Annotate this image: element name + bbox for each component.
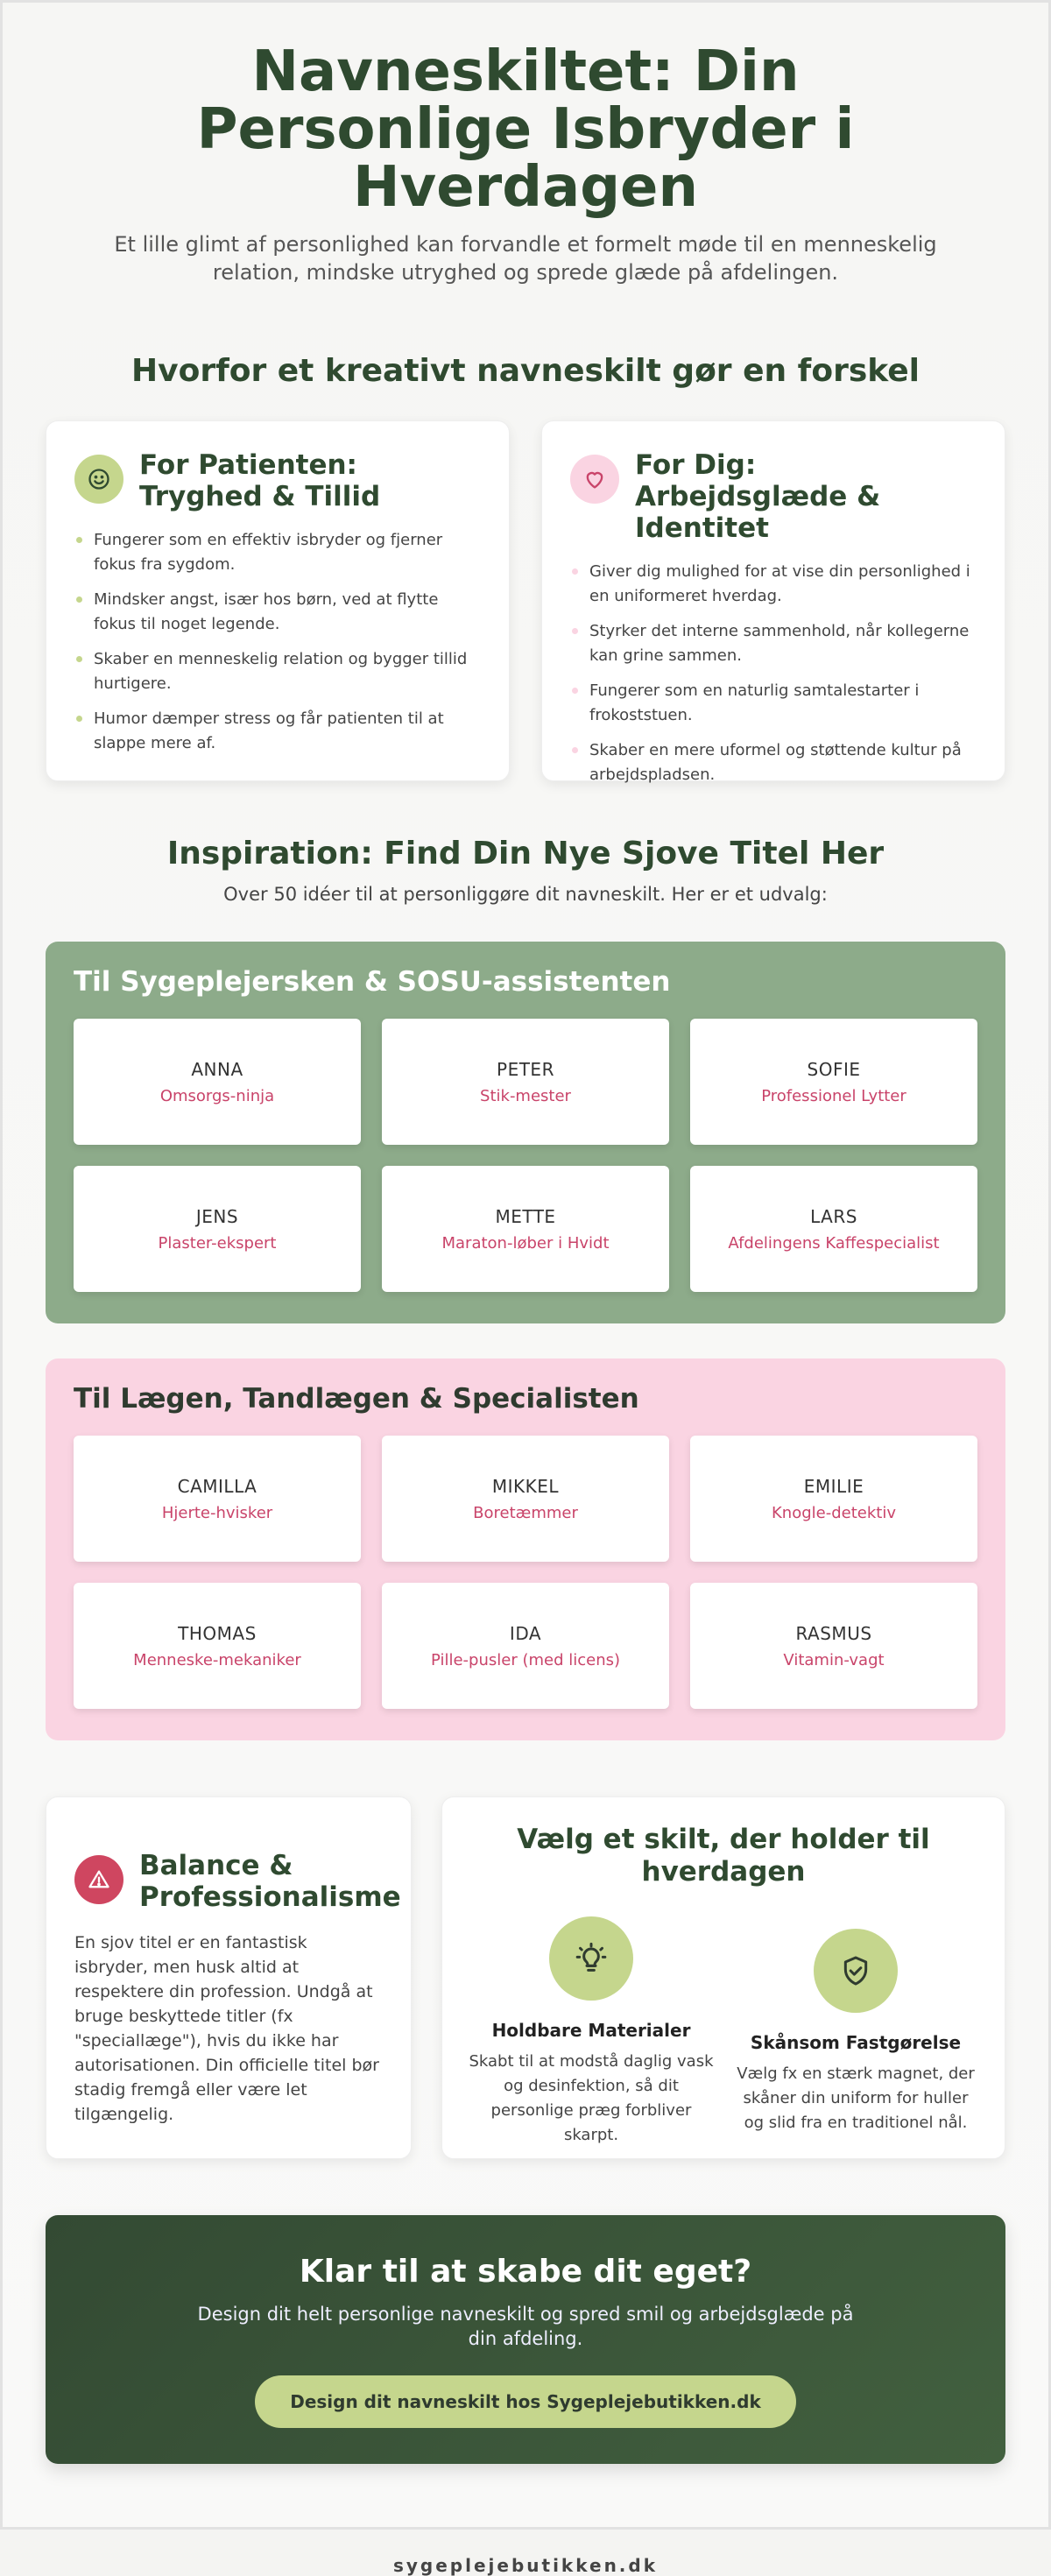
durable-feature: [469, 1911, 714, 2148]
doctor-titles-panel: [46, 1359, 1005, 1740]
info-row: [46, 1796, 1005, 2159]
balance-text: En sjov titel er en fantastisk isbryder, men husk altid at respektere din profession. Undgå at bruge beskyttede titler (fx "speciallæge"), hvis du ikke har autorisationen. Din officielle titel bør stadig fremgå eller være let tilgængelig.: [74, 1933, 379, 2124]
list-item: Mindsker angst, især hos børn, ved at flytte fokus til noget legende.: [74, 588, 481, 637]
badge-name: ANNA: [191, 1058, 243, 1080]
name-card: [74, 1436, 361, 1562]
nurse-name-grid: [74, 1019, 977, 1292]
list-item: Skaber en mere uformel og støttende kultur på arbejdspladsen.: [570, 738, 977, 787]
inspiration-title: Inspiration: Find Din Nye Sjove Titel Her: [166, 836, 885, 872]
badge-name: EMILIE: [803, 1475, 864, 1497]
badge-title: Afdelingens Kaffespecialist: [728, 1233, 940, 1253]
name-card: [382, 1166, 669, 1292]
footer-brand: sygeplejebutikken.dk: [392, 2555, 659, 2576]
name-card: [382, 1583, 669, 1709]
list-item: Fungerer som en effektiv isbryder og fjerner fokus fra sygdom.: [74, 528, 481, 577]
doctor-panel-title: Til Lægen, Tandlægen & Specialisten: [74, 1383, 639, 1415]
badge-title: Professionel Lytter: [761, 1086, 906, 1105]
cta-banner: [46, 2215, 1005, 2464]
badge-name: CAMILLA: [177, 1475, 257, 1497]
durable-text: Skabt til at modstå daglig vask og desinfektion, så dit personlige præg forbliver skarpt.: [469, 2052, 714, 2144]
inspiration-subtitle: Over 50 idéer til at personliggøre dit navneskilt. Her er et udvalg:: [223, 884, 828, 905]
list-item: Humor dæmper stress og får patienten til at slappe mere af.: [74, 707, 481, 756]
badge-title: Pille-pusler (med licens): [431, 1650, 620, 1669]
staff-card: [541, 420, 1005, 784]
gentle-text: Vælg fx en stærk magnet, der skåner din uniform for huller og slid fra en traditionel nål.: [737, 2064, 975, 2132]
balance-title: Balance & Professionalisme: [139, 1850, 401, 1913]
badge-title: Knogle-detektiv: [772, 1503, 896, 1522]
staff-benefits-list: [570, 560, 977, 787]
durable-title: Holdbare Materialer: [491, 2020, 691, 2041]
why-section-title: Hvorfor et kreativt navneskilt gør en forskel: [131, 353, 920, 389]
name-card: [382, 1019, 669, 1145]
doctor-name-grid: [74, 1436, 977, 1709]
staff-card-title: For Dig: Arbejdsglæde & Identitet: [635, 449, 881, 544]
page-title: Navneskiltet: Din Personlige Isbryder i Hverdagen: [196, 39, 855, 220]
cta-title: Klar til at skabe dit eget?: [299, 2254, 752, 2290]
list-item: Styrker det interne sammenhold, når kollegerne kan grine sammen.: [570, 619, 977, 668]
cta-text: Design dit helt personlige navneskilt og spred smil og arbejdsglæde på din afdeling.: [197, 2304, 854, 2349]
hero: [3, 3, 1048, 286]
materials-columns: [469, 1911, 978, 2148]
name-card: [74, 1583, 361, 1709]
list-item: Skaber en menneskelig relation og bygger tillid hurtigere.: [74, 647, 481, 696]
name-card: [74, 1019, 361, 1145]
badge-title: Stik-mester: [480, 1086, 571, 1105]
name-card: [690, 1019, 977, 1145]
lightbulb-icon: [549, 1916, 633, 2001]
patient-card-title: For Patienten: Tryghed & Tillid: [139, 449, 381, 512]
name-card: [690, 1436, 977, 1562]
badge-name: METTE: [495, 1205, 556, 1227]
badge-name: RASMUS: [795, 1622, 872, 1644]
badge-title: Maraton-løber i Hvidt: [441, 1233, 610, 1253]
patient-card: [46, 420, 510, 781]
balance-card-header: [74, 1850, 401, 1913]
badge-title: Plaster-ekspert: [158, 1233, 277, 1253]
gentle-feature: [733, 1923, 978, 2148]
badge-name: PETER: [497, 1058, 554, 1080]
badge-title: Vitamin-vagt: [783, 1650, 885, 1669]
list-item: Fungerer som en naturlig samtalestarter i frokoststuen.: [570, 679, 977, 728]
nurse-titles-panel: [46, 942, 1005, 1323]
list-item: Giver dig mulighed for at vise din personlighed i en uniformeret hverdag.: [570, 560, 977, 609]
badge-name: LARS: [810, 1205, 857, 1227]
badge-title: Menneske-mekaniker: [133, 1650, 301, 1669]
gentle-title: Skånsom Fastgørelse: [750, 2032, 962, 2053]
patient-card-header: [74, 449, 481, 512]
badge-name: MIKKEL: [491, 1475, 560, 1497]
warning-icon: [74, 1855, 123, 1904]
badge-name: SOFIE: [807, 1058, 861, 1080]
materials-card: [441, 1796, 1005, 2159]
badge-title: Hjerte-hvisker: [161, 1503, 273, 1522]
nurse-panel-title: Til Sygeplejersken & SOSU-assistenten: [74, 966, 671, 998]
design-badge-button[interactable]: Design dit navneskilt hos Sygeplejebutikken.dk: [255, 2375, 796, 2428]
materials-title: Vælg et skilt, der holder til hverdagen: [517, 1824, 930, 1888]
badge-title: Omsorgs-ninja: [159, 1086, 275, 1105]
name-card: [74, 1166, 361, 1292]
smile-icon: [74, 455, 123, 504]
staff-card-header: [570, 449, 977, 544]
name-card: [690, 1166, 977, 1292]
heart-icon: [570, 455, 619, 504]
why-cards: [46, 420, 1005, 784]
shield-check-icon: [814, 1929, 898, 2013]
badge-name: THOMAS: [178, 1622, 257, 1644]
balance-card: [46, 1796, 412, 2159]
patient-benefits-list: [74, 528, 481, 756]
name-card: [690, 1583, 977, 1709]
badge-name: JENS: [195, 1205, 239, 1227]
badge-name: IDA: [509, 1622, 542, 1644]
badge-title: Boretæmmer: [473, 1503, 578, 1522]
name-card: [382, 1436, 669, 1562]
page-subtitle: Et lille glimt af personlighed kan forvandle et formelt møde til en menneskelig relation, mindske utryghed og sprede glæde på afdelingen.: [114, 232, 937, 285]
